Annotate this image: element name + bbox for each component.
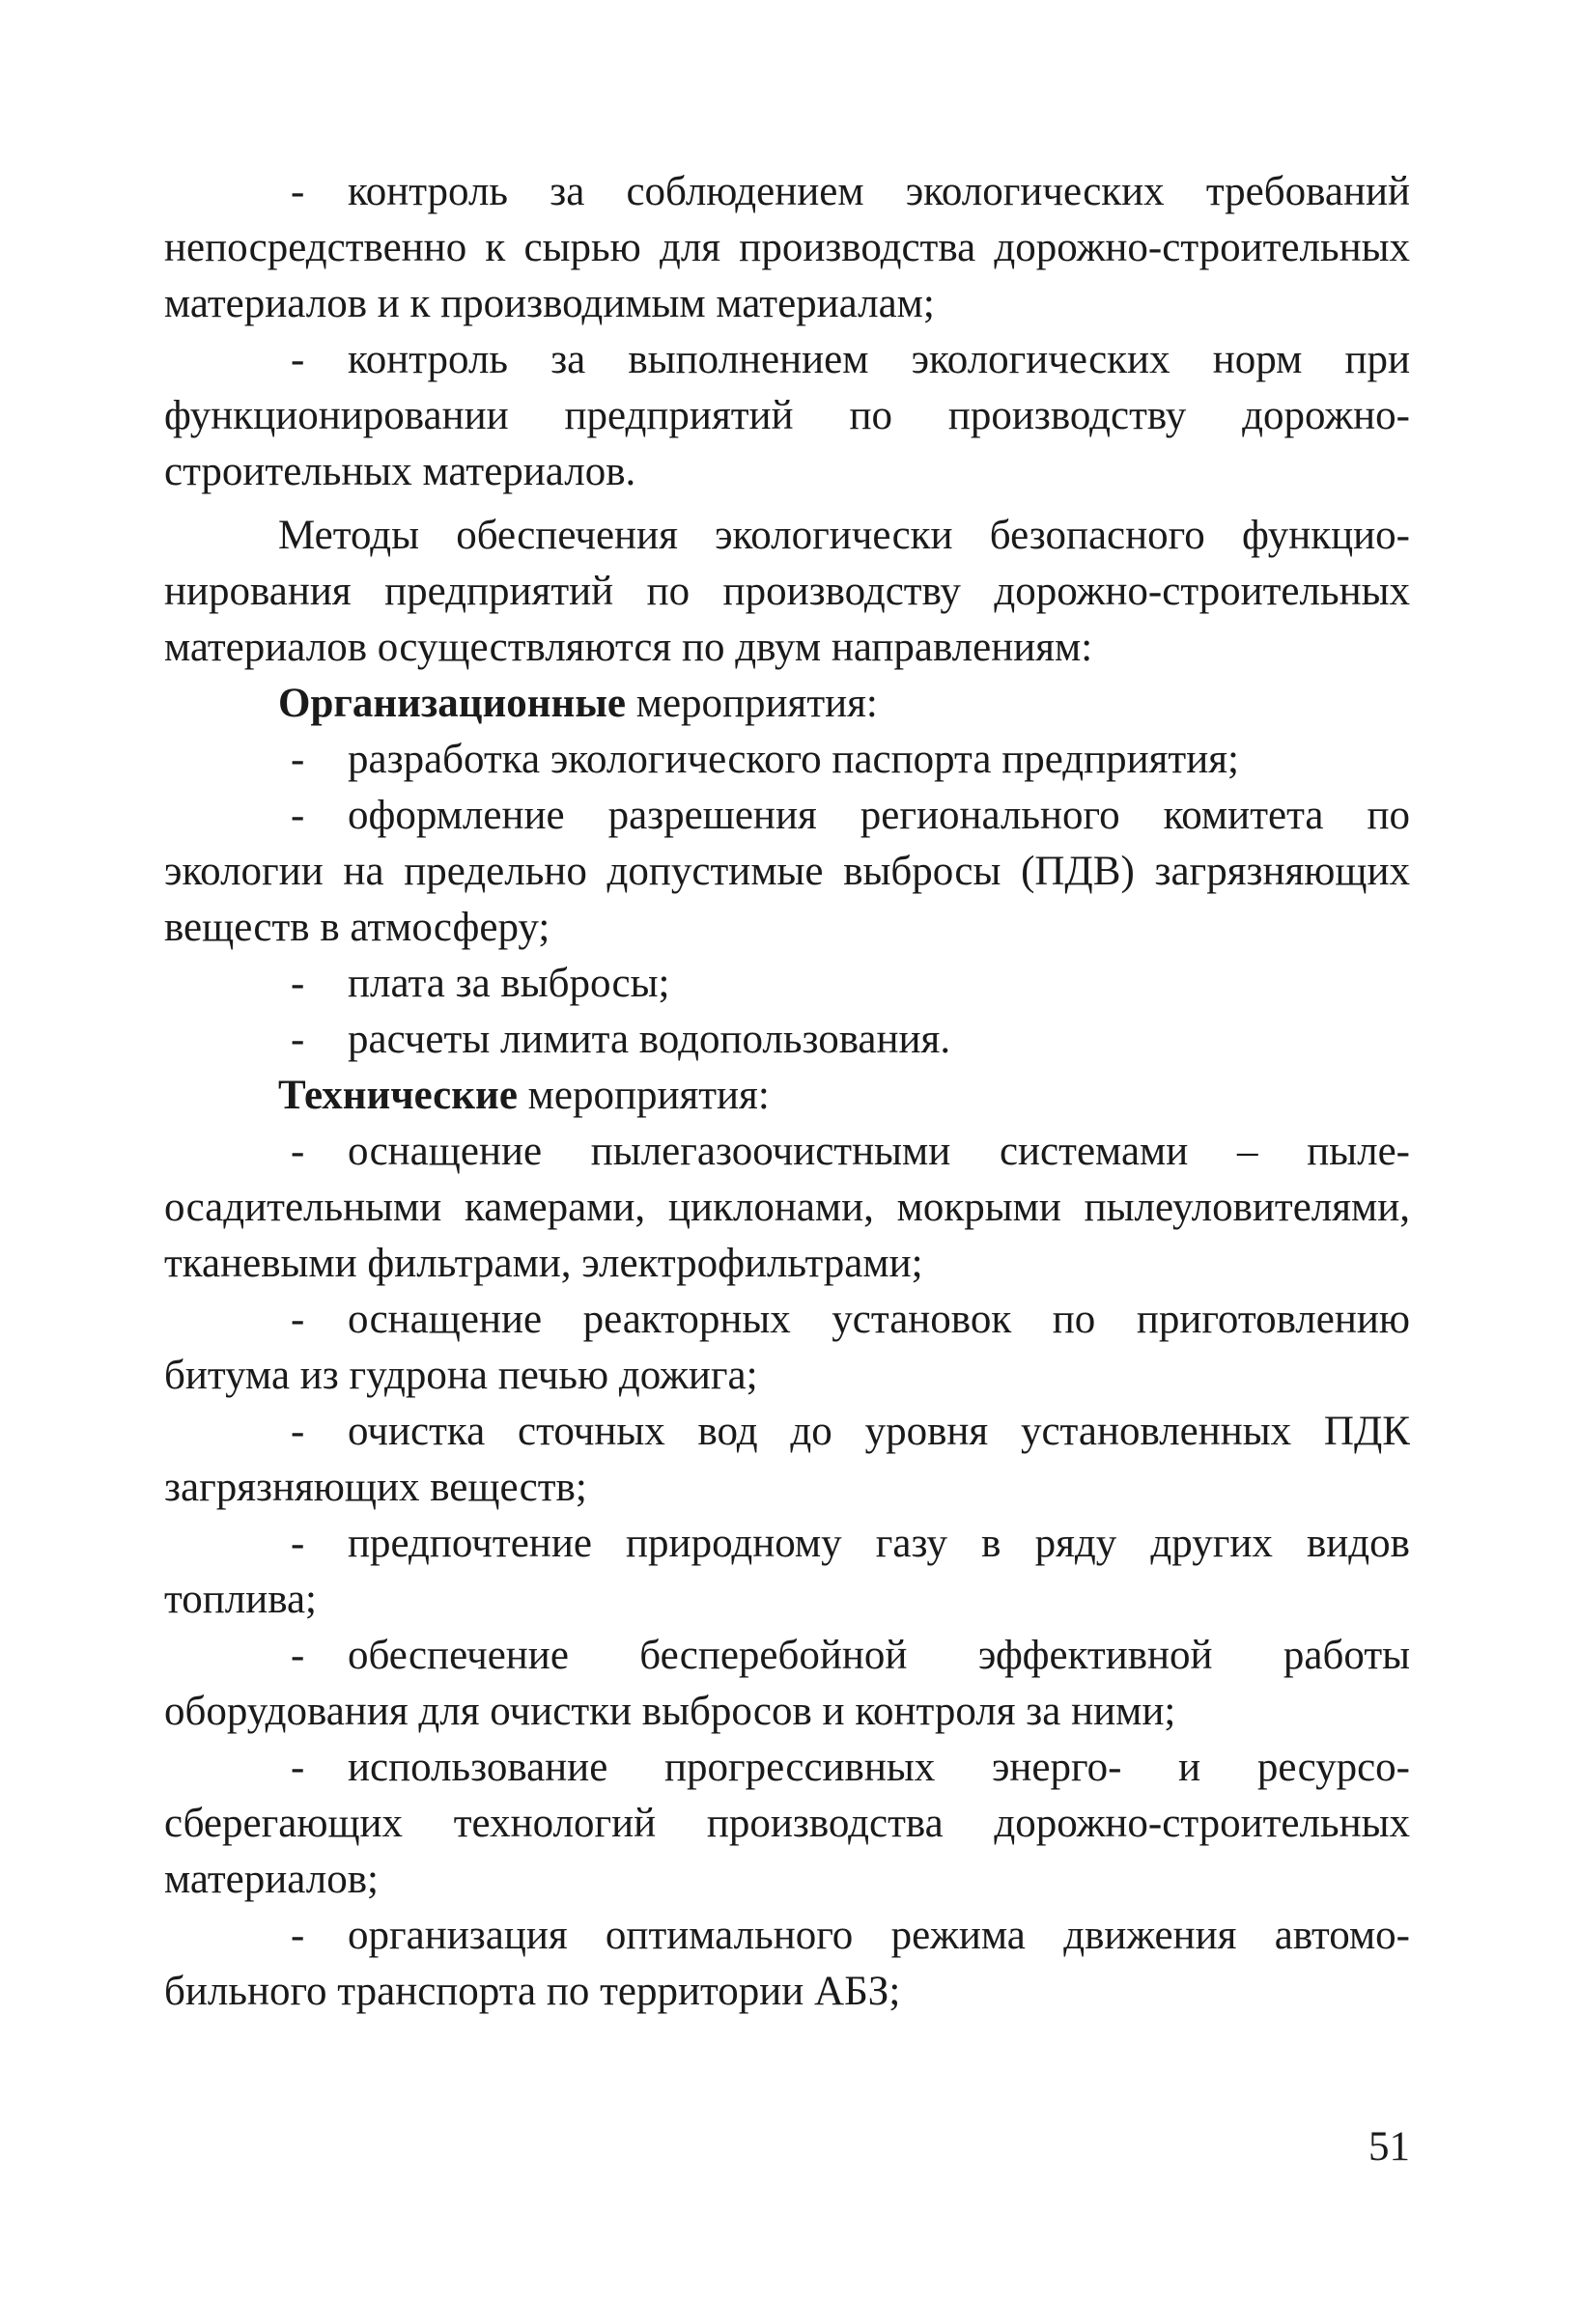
bullet-dash: - bbox=[291, 737, 305, 782]
text-line: загрязняющих веществ; bbox=[164, 1465, 587, 1510]
text-line: бильного транспорта по территории АБЗ; bbox=[164, 1969, 901, 2014]
bullet-dash: - bbox=[291, 1297, 305, 1342]
list-item-line: - контроль за соблюдением экологических требований bbox=[164, 164, 1410, 220]
bullet-dash: - bbox=[291, 337, 305, 382]
list-item-line: - оснащение реакторных установок по приготовлению bbox=[164, 1292, 1410, 1348]
heading-bold-word: Организационные bbox=[278, 681, 626, 726]
text-line: материалов осуществляются по двум направлениям: bbox=[164, 625, 1093, 670]
bullet-dash: - bbox=[291, 793, 305, 838]
bullet-dash: - bbox=[291, 1521, 305, 1566]
list-item-line: - использование прогрессивных энерго- и ресурсо- bbox=[164, 1740, 1410, 1796]
paragraph-line: Методы обеспечения экологически безопасного функцио- bbox=[278, 513, 1410, 558]
text-line: строительных материалов. bbox=[164, 449, 636, 494]
bullet-dash: - bbox=[291, 1017, 305, 1062]
list-item-line: - расчеты лимита водопользования. bbox=[164, 1012, 1410, 1068]
text-line: сберегающих технологий производства дорожно-строительных bbox=[164, 1801, 1410, 1846]
text-line: нирования предприятий по производству дорожно-строительных bbox=[164, 569, 1410, 614]
bullet-dash: - bbox=[291, 1409, 305, 1454]
text-line: материалов; bbox=[164, 1857, 379, 1902]
text-line: оборудования для очистки выбросов и контроля за ними; bbox=[164, 1689, 1176, 1734]
text-line: битума из гудрона печью дожига; bbox=[164, 1353, 758, 1398]
text-line: непосредственно к сырью для производства дорожно-строительных bbox=[164, 225, 1410, 270]
document-body bbox=[164, 164, 1410, 2020]
section-heading-organizational: Организационные мероприятия: bbox=[278, 681, 878, 726]
page-number: 51 bbox=[1368, 2124, 1410, 2170]
bullet-dash: - bbox=[291, 1129, 305, 1174]
list-item-line: - обеспечение бесперебойной эффективной работы bbox=[164, 1628, 1410, 1684]
text-line: материалов и к производимым материалам; bbox=[164, 281, 935, 326]
section-heading-technical: Технические мероприятия: bbox=[278, 1073, 770, 1118]
text-line: функционировании предприятий по производству дорожно- bbox=[164, 393, 1410, 438]
text-line: экологии на предельно допустимые выбросы (ПДВ) загрязняющих bbox=[164, 849, 1410, 894]
text-line: тканевыми фильтрами, электрофильтрами; bbox=[164, 1241, 923, 1286]
list-item-line: - разработка экологического паспорта предприятия; bbox=[164, 732, 1410, 788]
list-item-line: - очистка сточных вод до уровня установленных ПДК bbox=[164, 1404, 1410, 1460]
bullet-dash: - bbox=[291, 1745, 305, 1790]
bullet-dash: - bbox=[291, 1633, 305, 1678]
list-item-line: - плата за выбросы; bbox=[164, 956, 1410, 1012]
list-item-line: - предпочтение природному газу в ряду других видов bbox=[164, 1516, 1410, 1572]
bullet-dash: - bbox=[291, 961, 305, 1006]
list-item-line: - контроль за выполнением экологических норм при bbox=[164, 332, 1410, 388]
list-item-line: - организация оптимального режима движения автомо- bbox=[164, 1908, 1410, 1964]
list-item-line: - оснащение пылегазоочистными системами – пыле- bbox=[164, 1124, 1410, 1180]
list-item-line: - оформление разрешения регионального комитета по bbox=[164, 788, 1410, 844]
bullet-dash: - bbox=[291, 1913, 305, 1958]
text-line: веществ в атмосферу; bbox=[164, 905, 550, 950]
text-line: топлива; bbox=[164, 1577, 317, 1622]
text-line: осадительными камерами, циклонами, мокрыми пылеуловителями, bbox=[164, 1185, 1410, 1230]
bullet-dash: - bbox=[291, 169, 305, 214]
heading-bold-word: Технические bbox=[278, 1073, 518, 1118]
